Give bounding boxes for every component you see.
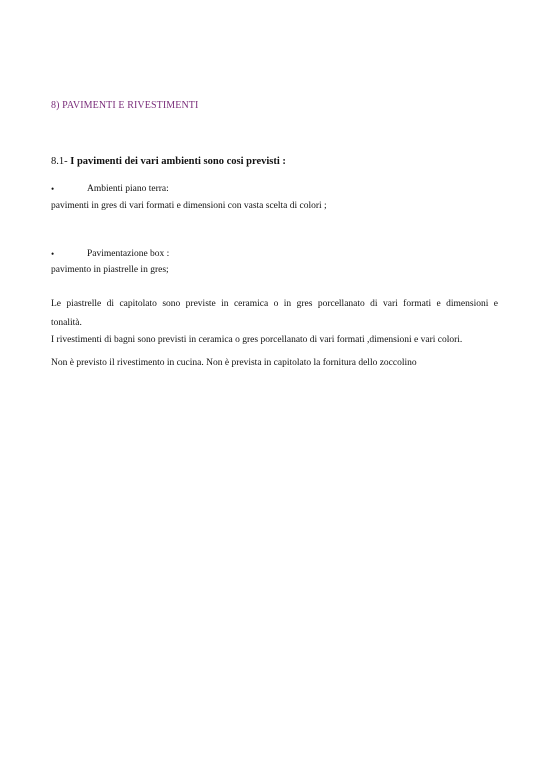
bullet-icon: • — [51, 184, 55, 194]
subsection-header — [51, 157, 286, 168]
paragraph-tiles-line-2: tonalità. — [51, 318, 82, 328]
bullet-label: Ambienti piano terra: — [87, 184, 169, 194]
paragraph-bathroom-cladding: I rivestimenti di bagni sono previsti in ceramica o gres porcellanato di vari formati ,dimensioni e vari colori. — [51, 335, 463, 345]
bullet-icon: • — [51, 249, 55, 259]
bullet-description-ground-floor: pavimenti in gres di vari formati e dimensioni con vasta scelta di colori ; — [51, 201, 327, 211]
subsection-heading: I pavimenti dei vari ambienti sono cosi previsti : — [70, 156, 286, 167]
paragraph-tiles-line-1: Le piastrelle di capitolato sono previste in ceramica o in gres porcellanato di vari formati e dimensioni e — [51, 299, 498, 309]
subsection-number: 8.1- — [51, 156, 68, 167]
bullet-description-box: pavimento in piastrelle in gres; — [51, 265, 169, 275]
paragraph-kitchen-note: Non è previsto il rivestimento in cucina. Non è prevista in capitolato la fornitura dello zoccolino — [51, 358, 417, 368]
section-title: 8) PAVIMENTI E RIVESTIMENTI — [51, 100, 199, 111]
bullet-label: Pavimentazione box : — [87, 249, 170, 259]
